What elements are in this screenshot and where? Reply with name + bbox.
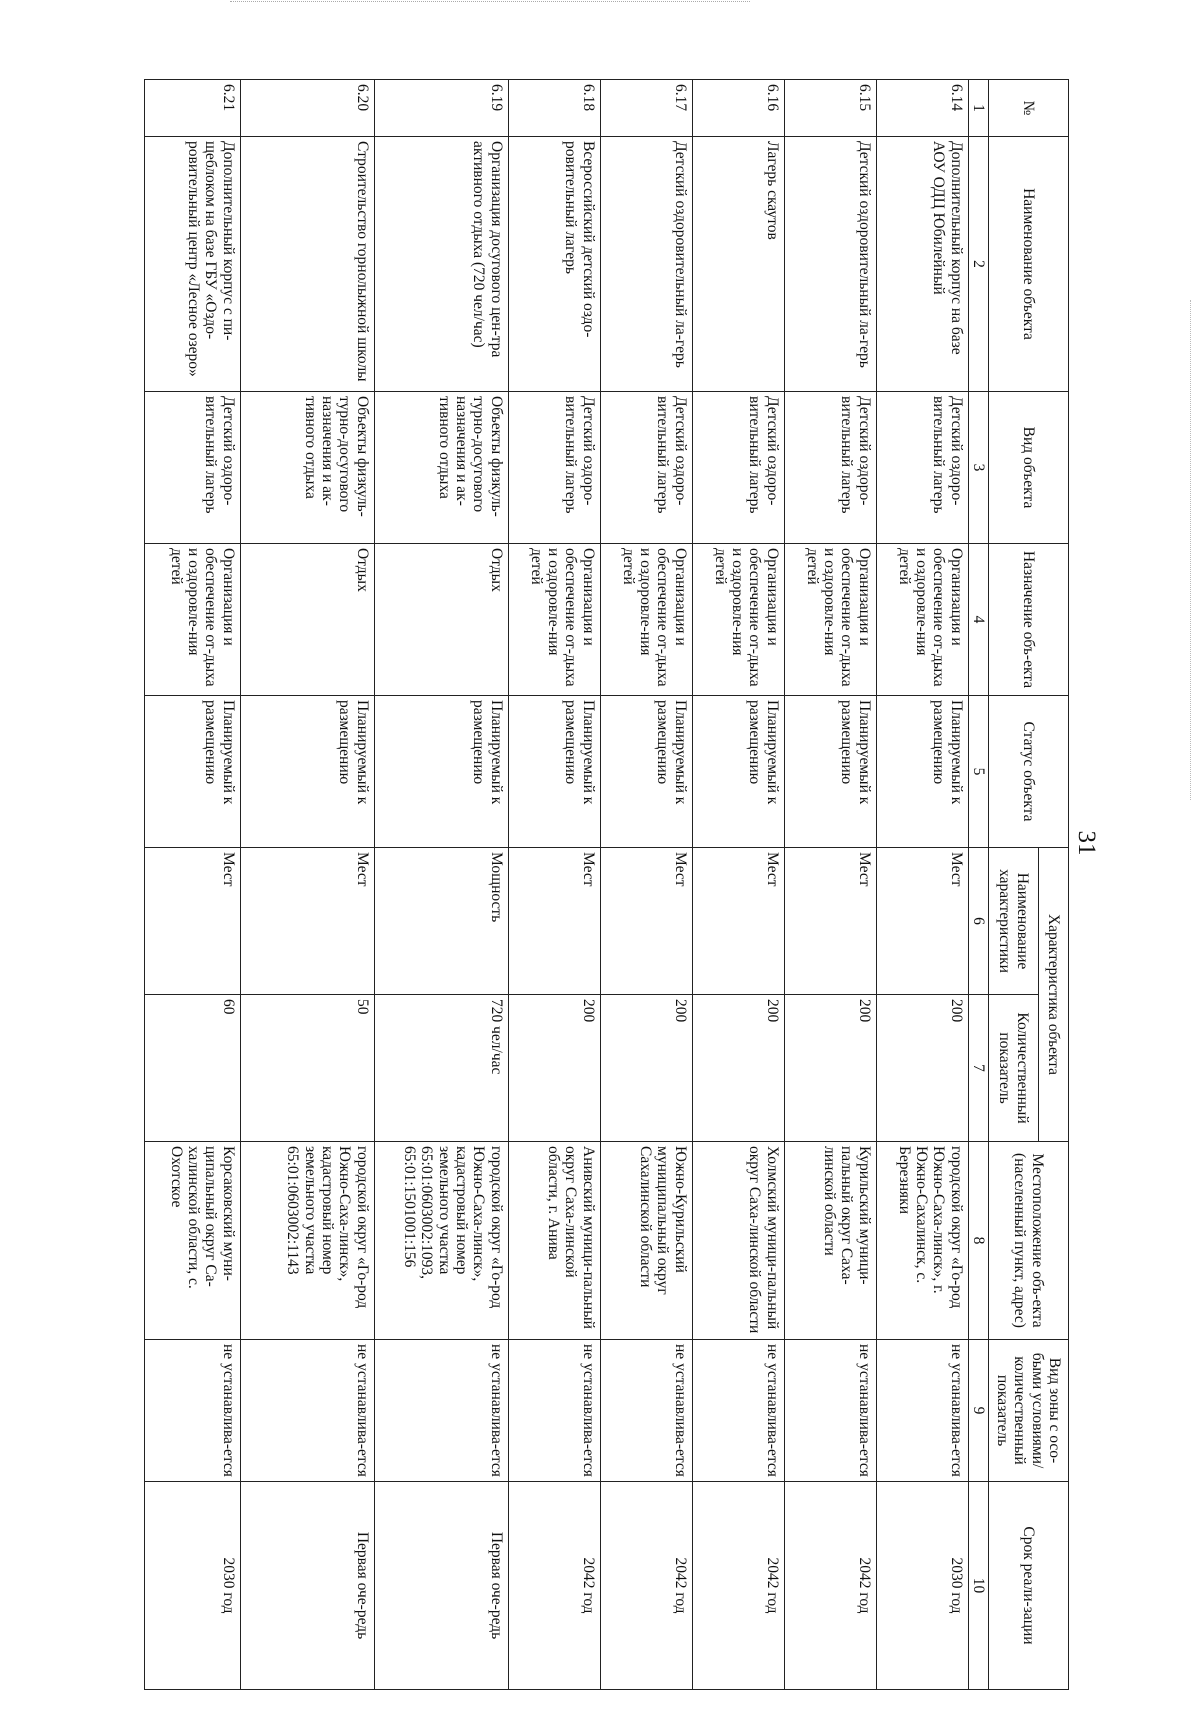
header-char-name: Наименование характеристики [989, 848, 1039, 995]
page-number: 31 [1073, 830, 1100, 856]
row-number: 6.17 [600, 80, 692, 137]
table-row [692, 80, 784, 1690]
header-no: № [989, 80, 1069, 137]
row-number: 6.21 [144, 80, 240, 137]
table-row [508, 80, 600, 1690]
object-purpose: Организация и обеспечение от-дыха и оздоровле-ния детей [508, 544, 600, 696]
characteristic-name: Мощность [374, 848, 508, 995]
column-number: 3 [968, 392, 988, 544]
implementation-term: 2042 год [508, 1482, 600, 1690]
object-type: Детский оздоро-вительный лагерь [600, 392, 692, 544]
characteristic-name: Мест [508, 848, 600, 995]
column-number: 10 [968, 1482, 988, 1690]
object-purpose: Организация и обеспечение от-дыха и оздоровле-ния детей [692, 544, 784, 696]
object-location: Корсаковский муни-ципальный округ Са-халинской области, с. Охотское [144, 1142, 240, 1340]
header-type: Вид объекта [989, 392, 1069, 544]
table-header [989, 80, 1069, 1690]
characteristic-quantity: 200 [876, 995, 968, 1142]
special-zone: не устанавлива-ется [784, 1340, 876, 1482]
implementation-term: Первая оче-редь [240, 1482, 374, 1690]
object-location: Курильский муници-пальный округ Саха-линской области [784, 1142, 876, 1340]
special-zone: не устанавлива-ется [374, 1340, 508, 1482]
object-name: Лагерь скаутов [692, 137, 784, 392]
column-number-row [968, 80, 988, 1690]
object-name: Организация досугового цен-тра активного отдыха (720 чел/час) [374, 137, 508, 392]
object-type: Детский оздоро-вительный лагерь [508, 392, 600, 544]
object-type: Детский оздоро-вительный лагерь [784, 392, 876, 544]
object-status: Планируемый к размещению [144, 696, 240, 848]
characteristic-quantity: 50 [240, 995, 374, 1142]
special-zone: не устанавлива-ется [692, 1340, 784, 1482]
column-number: 1 [968, 80, 988, 137]
object-type: Детский оздоро-вительный лагерь [692, 392, 784, 544]
special-zone: не устанавлива-ется [240, 1340, 374, 1482]
column-number: 5 [968, 696, 988, 848]
characteristic-name: Мест [240, 848, 374, 995]
header-status: Статус объекта [989, 696, 1069, 848]
object-status: Планируемый к размещению [600, 696, 692, 848]
rotated-table-container [167, 79, 1069, 1689]
table-row [784, 80, 876, 1690]
implementation-term: Первая оче-редь [374, 1482, 508, 1690]
row-number: 6.18 [508, 80, 600, 137]
row-number: 6.20 [240, 80, 374, 137]
object-name: Всероссийский детский оздо-ровительный лагерь [508, 137, 600, 392]
column-number: 2 [968, 137, 988, 392]
object-location: Южно-Курильский муниципальный округ Сахалинской области [600, 1142, 692, 1340]
characteristic-name: Мест [876, 848, 968, 995]
object-status: Планируемый к размещению [692, 696, 784, 848]
table-body [144, 80, 988, 1690]
characteristic-name: Мест [784, 848, 876, 995]
object-purpose: Организация и обеспечение от-дыха и оздоровле-ния детей [144, 544, 240, 696]
object-status: Планируемый к размещению [784, 696, 876, 848]
characteristic-name: Мест [600, 848, 692, 995]
scan-artifact-top [230, 1, 750, 4]
table-row [600, 80, 692, 1690]
characteristic-quantity: 60 [144, 995, 240, 1142]
special-zone: не устанавлива-ется [876, 1340, 968, 1482]
special-zone: не устанавлива-ется [508, 1340, 600, 1482]
implementation-term: 2042 год [784, 1482, 876, 1690]
column-number: 6 [968, 848, 988, 995]
characteristic-quantity: 200 [508, 995, 600, 1142]
header-characteristic: Характеристика объекта [1039, 848, 1069, 1142]
characteristic-quantity: 200 [600, 995, 692, 1142]
object-status: Планируемый к размещению [374, 696, 508, 848]
implementation-term: 2030 год [876, 1482, 968, 1690]
scan-artifact-right [1190, 300, 1193, 800]
object-name: Детский оздоровительный ла-герь [600, 137, 692, 392]
column-number: 4 [968, 544, 988, 696]
object-name: Дополнительный корпус с пи-щеблоком на базе ГБУ «Оздо-ровительный центр «Лесное озеро» [144, 137, 240, 392]
row-number: 6.16 [692, 80, 784, 137]
row-number: 6.15 [784, 80, 876, 137]
header-term: Срок реали-зации [989, 1482, 1069, 1690]
row-number: 6.19 [374, 80, 508, 137]
characteristic-name: Мест [144, 848, 240, 995]
object-location: Холмский муници-пальный округ Саха-линской области [692, 1142, 784, 1340]
header-purpose: Назначение объ-екта [989, 544, 1069, 696]
object-type: Детский оздоро-вительный лагерь [144, 392, 240, 544]
header-zone: Вид зоны с осо-быми условиями/ количественный показатель [989, 1340, 1069, 1482]
column-number: 8 [968, 1142, 988, 1340]
row-number: 6.14 [876, 80, 968, 137]
table-row [876, 80, 968, 1690]
object-status: Планируемый к размещению [240, 696, 374, 848]
objects-table [144, 79, 1069, 1690]
header-char-qty: Количественный показатель [989, 995, 1039, 1142]
object-location: Анивский муници-пальный округ Саха-линской области, г. Анива [508, 1142, 600, 1340]
object-purpose: Организация и обеспечение от-дыха и оздоровле-ния детей [784, 544, 876, 696]
implementation-term: 2030 год [144, 1482, 240, 1690]
object-type: Объекты физкуль-турно-досугового назначения и ак-тивного отдыха [240, 392, 374, 544]
column-number: 7 [968, 995, 988, 1142]
object-type: Объекты физкуль-турно-досугового назначения и ак-тивного отдыха [374, 392, 508, 544]
object-purpose: Организация и обеспечение от-дыха и оздоровле-ния детей [876, 544, 968, 696]
implementation-term: 2042 год [600, 1482, 692, 1690]
special-zone: не устанавлива-ется [144, 1340, 240, 1482]
table-row [240, 80, 374, 1690]
table-row [374, 80, 508, 1690]
characteristic-name: Мест [692, 848, 784, 995]
special-zone: не устанавлива-ется [600, 1340, 692, 1482]
implementation-term: 2042 год [692, 1482, 784, 1690]
characteristic-quantity: 200 [692, 995, 784, 1142]
object-status: Планируемый к размещению [876, 696, 968, 848]
object-name: Строительство горнолыжной школы [240, 137, 374, 392]
header-name: Наименование объекта [989, 137, 1069, 392]
object-location: городской округ «Го-род Южно-Саха-линск», кадастровый номер земельного участка 65:01:0603002:1093, 65:01:1501001:156 [374, 1142, 508, 1340]
object-location: городской округ «Го-род Южно-Саха-линск», кадастровый номер земельного участка 65:01:0603002:1143 [240, 1142, 374, 1340]
characteristic-quantity: 720 чел/час [374, 995, 508, 1142]
header-location: Местоположение объ-екта (населенный пункт, адрес) [989, 1142, 1069, 1340]
object-location: городской округ «Го-род Южно-Саха-линск», г. Южно-Сахалинск, с. Березняки [876, 1142, 968, 1340]
object-status: Планируемый к размещению [508, 696, 600, 848]
column-number: 9 [968, 1340, 988, 1482]
table-row [144, 80, 240, 1690]
object-purpose: Отдых [240, 544, 374, 696]
object-name: Дополнительный корпус на базе АОУ ОДЦ Юбилейный [876, 137, 968, 392]
object-type: Детский оздоро-вительный лагерь [876, 392, 968, 544]
characteristic-quantity: 200 [784, 995, 876, 1142]
object-purpose: Организация и обеспечение от-дыха и оздоровле-ния детей [600, 544, 692, 696]
object-purpose: Отдых [374, 544, 508, 696]
object-name: Детский оздоровительный ла-герь [784, 137, 876, 392]
